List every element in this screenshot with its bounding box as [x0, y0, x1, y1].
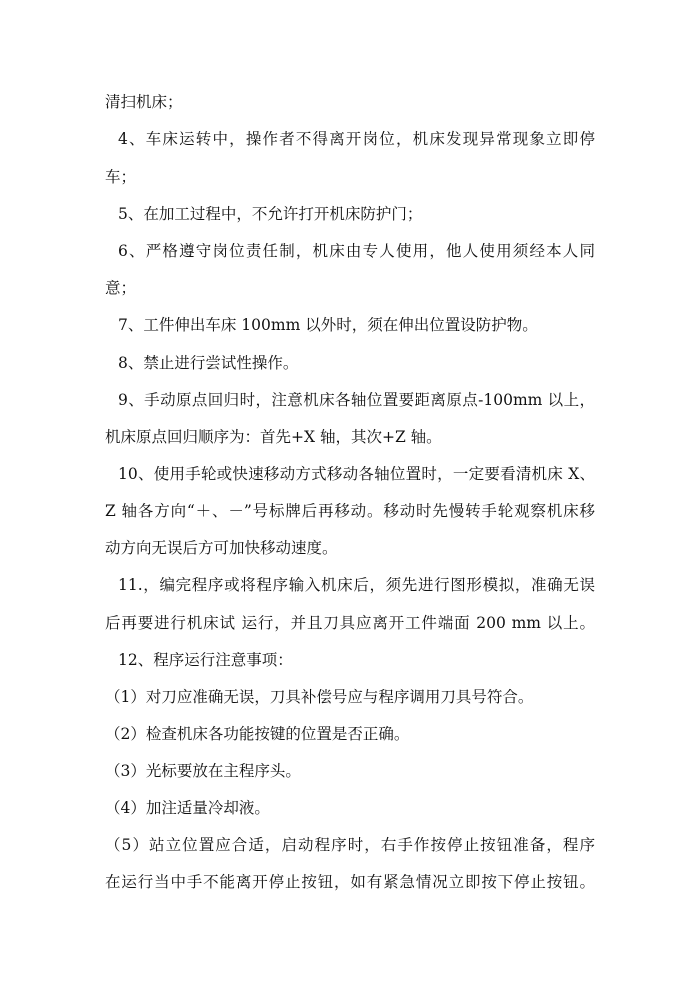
text-line: 11.，编完程序或将程序输入机床后，须先进行图形模拟，准确无误	[118, 576, 595, 594]
text-line: 7、工件伸出车床 100mm 以外时，须在伸出位置设防护物。	[118, 316, 538, 334]
text-line: （1）对刀应准确无误，刀具补偿号应与程序调用刀具号符合。	[105, 688, 534, 706]
text-line: （4）加注适量冷却液。	[105, 799, 270, 817]
text-line: 4、车床运转中，操作者不得离开岗位，机床发现异常现象立即停	[118, 130, 595, 148]
text-line: 6、严格遵守岗位责任制，机床由专人使用，他人使用须经本人同	[118, 242, 595, 260]
text-line: 在运行当中手不能离开停止按钮，如有紧急情况立即按下停止按钮。	[105, 873, 595, 891]
text-line: 后再要进行机床试 运行，并且刀具应离开工件端面 200 mm 以上。	[105, 614, 595, 632]
text-line: 清扫机床；	[105, 93, 183, 111]
text-line: （2）检查机床各功能按键的位置是否正确。	[105, 725, 410, 743]
text-line: 9、手动原点回归时，注意机床各轴位置要距离原点-100mm 以上，	[118, 391, 595, 409]
text-line: 10、使用手轮或快速移动方式移动各轴位置时，一定要看清机床 X、	[118, 465, 595, 483]
text-line: 8、禁止进行尝试性操作。	[118, 354, 299, 372]
text-line: 意；	[105, 279, 137, 297]
text-line: Z 轴各方向“＋、－”号标牌后再移动。移动时先慢转手轮观察机床移	[105, 502, 595, 520]
text-line: 5、在加工过程中，不允许打开机床防护门；	[118, 205, 423, 223]
text-line: 车；	[105, 168, 137, 186]
text-line: （5）站立位置应合适，启动程序时，右手作按停止按钮准备，程序	[105, 836, 595, 854]
text-line: 12、程序运行注意事项：	[118, 651, 293, 669]
text-line: 机床原点回归顺序为：首先+X 轴，其次+Z 轴。	[105, 428, 442, 446]
text-line: （3）光标要放在主程序头。	[105, 762, 301, 780]
text-line: 动方向无误后方可加快移动速度。	[105, 539, 338, 557]
